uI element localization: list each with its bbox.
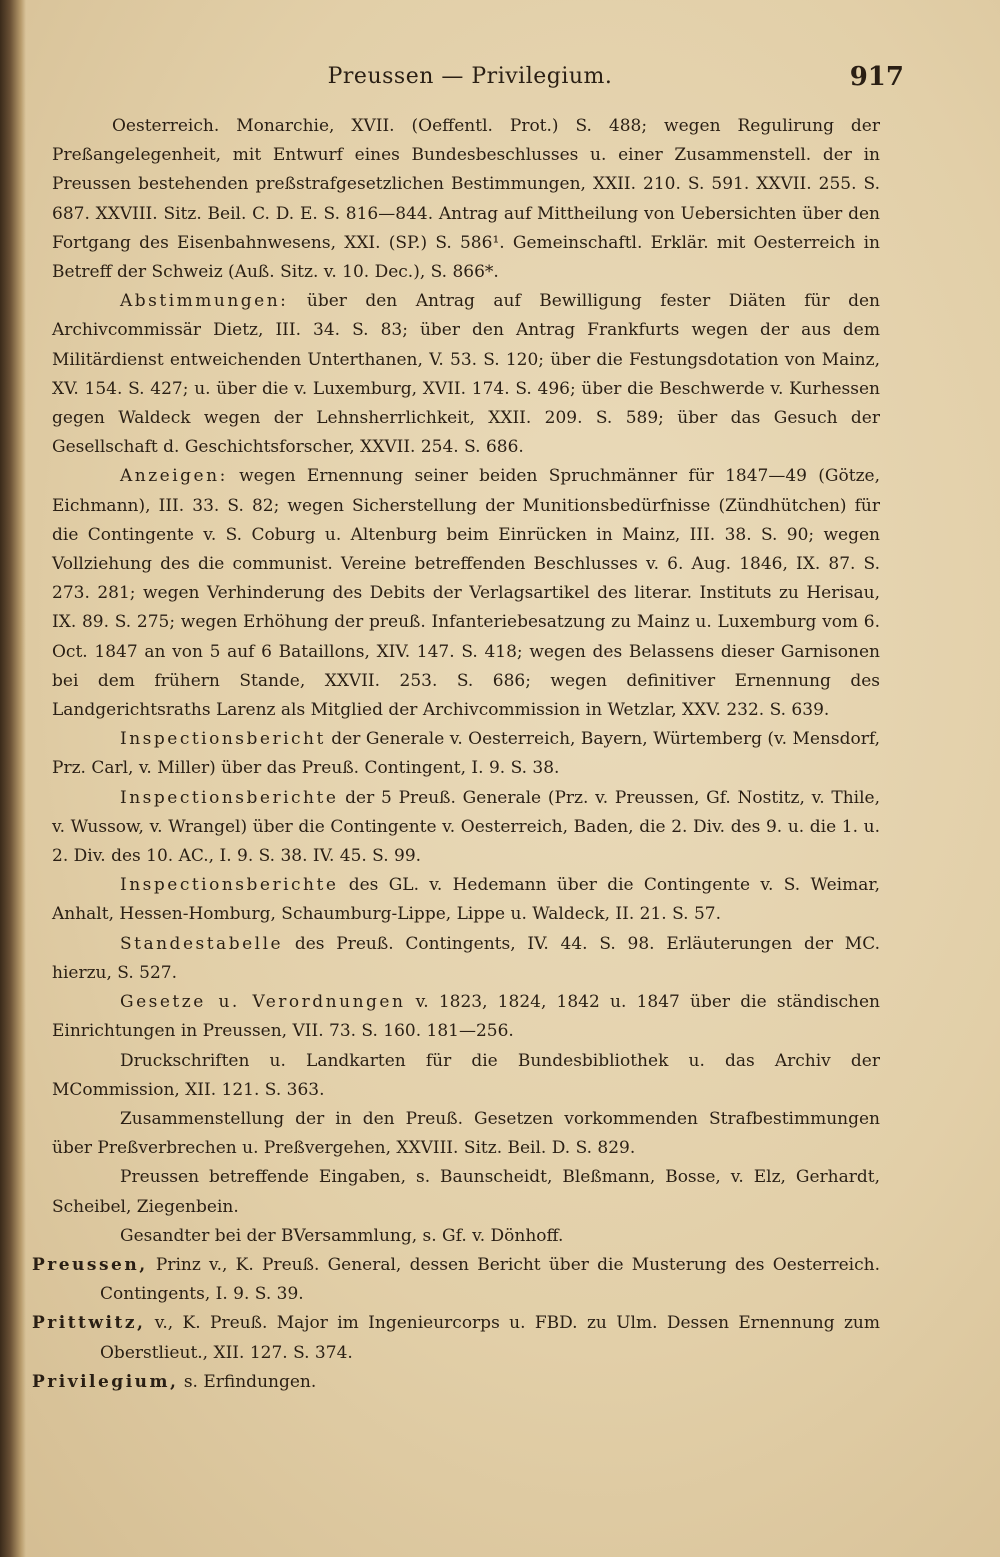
main-entry-lead: Privilegium, xyxy=(32,1371,179,1392)
entry-text: Preussen betreffende Eingaben, s. Baunscheidt, Bleßmann, Bosse, v. Elz, Gerhardt, Scheibel, Ziegenbein. xyxy=(52,1167,880,1217)
entry-paragraph xyxy=(52,988,880,1046)
page-header xyxy=(60,62,904,104)
main-entry-text: v., K. Preuß. Major im Ingenieurcorps u. FBD. zu Ulm. Dessen Ernennung zum Oberstlieut., XII. 127. S. 374. xyxy=(100,1313,880,1363)
entry-lead: Standestabelle xyxy=(120,933,284,954)
main-entry xyxy=(32,1251,880,1309)
index-text xyxy=(32,112,880,1397)
entry-lead: Inspectionsberichte xyxy=(120,787,339,808)
entry-lead: Inspectionsbericht xyxy=(120,729,326,750)
entry-text: des GL. v. Hedemann über die Contingente v. S. Weimar, Anhalt, Hessen-Homburg, Schaumburg-Lippe, Lippe u. Waldeck, II. 21. S. 57. xyxy=(52,875,880,925)
page-number: 917 xyxy=(849,62,904,92)
entry-paragraph xyxy=(52,287,880,462)
entry-text: Druckschriften u. Landkarten für die Bundesbibliothek u. das Archiv der MCommission, XII. 121. S. 363. xyxy=(52,1050,880,1100)
entry-lead: Abstimmungen: xyxy=(120,291,289,312)
entry-paragraph xyxy=(52,871,880,929)
entry-paragraph xyxy=(52,462,880,725)
main-entry-lead: Prittwitz, xyxy=(32,1313,146,1334)
entry-text: der 5 Preuß. Generale (Prz. v. Preussen, Gf. Nostitz, v. Thile, v. Wussow, v. Wrangel) über die Contingente v. Oesterreich, Baden, die 2. Div. des 9. u. die 1. u. 2. Div. des 10. AC., I. 9. S. 38. IV. 45. S. 99. xyxy=(52,787,880,867)
running-title: Preussen — Privilegium. xyxy=(327,64,613,89)
entry-paragraph xyxy=(52,112,880,287)
entry-text: Gesandter bei der BVersammlung, s. Gf. v. Dönhoff. xyxy=(120,1225,564,1246)
main-entry xyxy=(32,1368,880,1397)
entry-lead: Gesetze u. Verordnungen xyxy=(120,992,406,1013)
main-entry-text: Prinz v., K. Preuß. General, dessen Bericht über die Musterung des Oesterreich. Contingents, I. 9. S. 39. xyxy=(100,1254,880,1305)
entry-paragraph xyxy=(52,1163,880,1221)
entry-text: über den Antrag auf Bewilligung fester Diäten für den Archivcommissär Dietz, III. 34. S. 83; über den Antrag Frankfurts wegen der aus dem Militärdienst entweichenden Unterthanen, V. 53. S. 120; über die Festungsdotation von Mainz, XV. 154. S. 427; u. über die v. Luxemburg, XVII. 174. S. 496; über die Beschwerde v. Kurhessen gegen Waldeck wegen der Lehnsherrlichkeit, XXII. 209. S. 589; über das Gesuch der Gesellschaft d. Geschichtsforscher, XXVII. 254. S. 686. xyxy=(52,291,880,458)
entry-paragraph xyxy=(52,1105,880,1163)
main-entry xyxy=(32,1309,880,1367)
entry-paragraph xyxy=(52,784,880,872)
entry-paragraph xyxy=(52,930,880,988)
main-entry-lead: Preussen, xyxy=(32,1254,148,1275)
entry-text: Oesterreich. Monarchie, XVII. (Oeffentl. Prot.) S. 488; wegen Regulirung der Preßangelegenheit, mit Entwurf eines Bundesbeschlusses u. einer Zusammenstell. der in Preussen bestehenden preßstrafgesetzlichen Bestimmungen, XXII. 210. S. 591. XXVII. 255. S. 687. XXVIII. Sitz. Beil. C. D. E. S. 816—844. Antrag auf Mittheilung von Uebersichten über den Fortgang des Eisenbahnwesens, XXI. (SP.) S. 586¹. Gemeinschaftl. Erklär. mit Oesterreich in Betreff der Schweiz (Auß. Sitz. v. 10. Dec.), S. 866*. xyxy=(52,116,880,283)
entry-text: des Preuß. Contingents, IV. 44. S. 98. Erläuterungen der MC. hierzu, S. 527. xyxy=(52,933,880,983)
entry-paragraph xyxy=(52,1047,880,1105)
entry-text: Zusammenstellung der in den Preuß. Gesetzen vorkommenden Strafbestimmungen über Preßverbrechen u. Preßvergehen, XXVIII. Sitz. Beil. D. S. 829. xyxy=(52,1108,880,1159)
entry-paragraph xyxy=(52,725,880,783)
entry-text: v. 1823, 1824, 1842 u. 1847 über die ständischen Einrichtungen in Preussen, VII. 73. S. 160. 181—256. xyxy=(52,992,880,1042)
entry-text: der Generale v. Oesterreich, Bayern, Würtemberg (v. Mensdorf, Prz. Carl, v. Miller) über das Preuß. Contingent, I. 9. S. 38. xyxy=(52,729,880,779)
entry-text: wegen Ernennung seiner beiden Spruchmänner für 1847—49 (Götze, Eichmann), III. 33. S. 82; wegen Sicherstellung der Munitionsbedürfnisse (Zündhütchen) für die Contingente v. S. Coburg u. Altenburg beim Einrücken in Mainz, III. 38. S. 90; wegen Vollziehung des die communist. Vereine betreffenden Beschlusses v. 6. Aug. 1846, IX. 87. S. 273. 281; wegen Verhinderung des Debits der Verlagsartikel des literar. Instituts zu Herisau, IX. 89. S. 275; wegen Erhöhung der preuß. Infanteriebesatzung zu Mainz u. Luxemburg vom 6. Oct. 1847 an von 5 auf 6 Bataillons, XIV. 147. S. 418; wegen des Belassens dieser Garnisonen bei dem frühern Stande, XXVII. 253. S. 686; wegen definitiver Ernennung des Landgerichtsraths Larenz als Mitglied der Archivcommission in Wetzlar, XXV. 232. S. 639. xyxy=(52,466,880,721)
main-entry-text: s. Erfindungen. xyxy=(178,1371,317,1392)
entry-lead: Inspectionsberichte xyxy=(120,875,339,896)
entry-paragraph xyxy=(52,1222,880,1251)
entry-lead: Anzeigen: xyxy=(120,466,228,487)
book-spine-shadow xyxy=(0,0,26,1557)
